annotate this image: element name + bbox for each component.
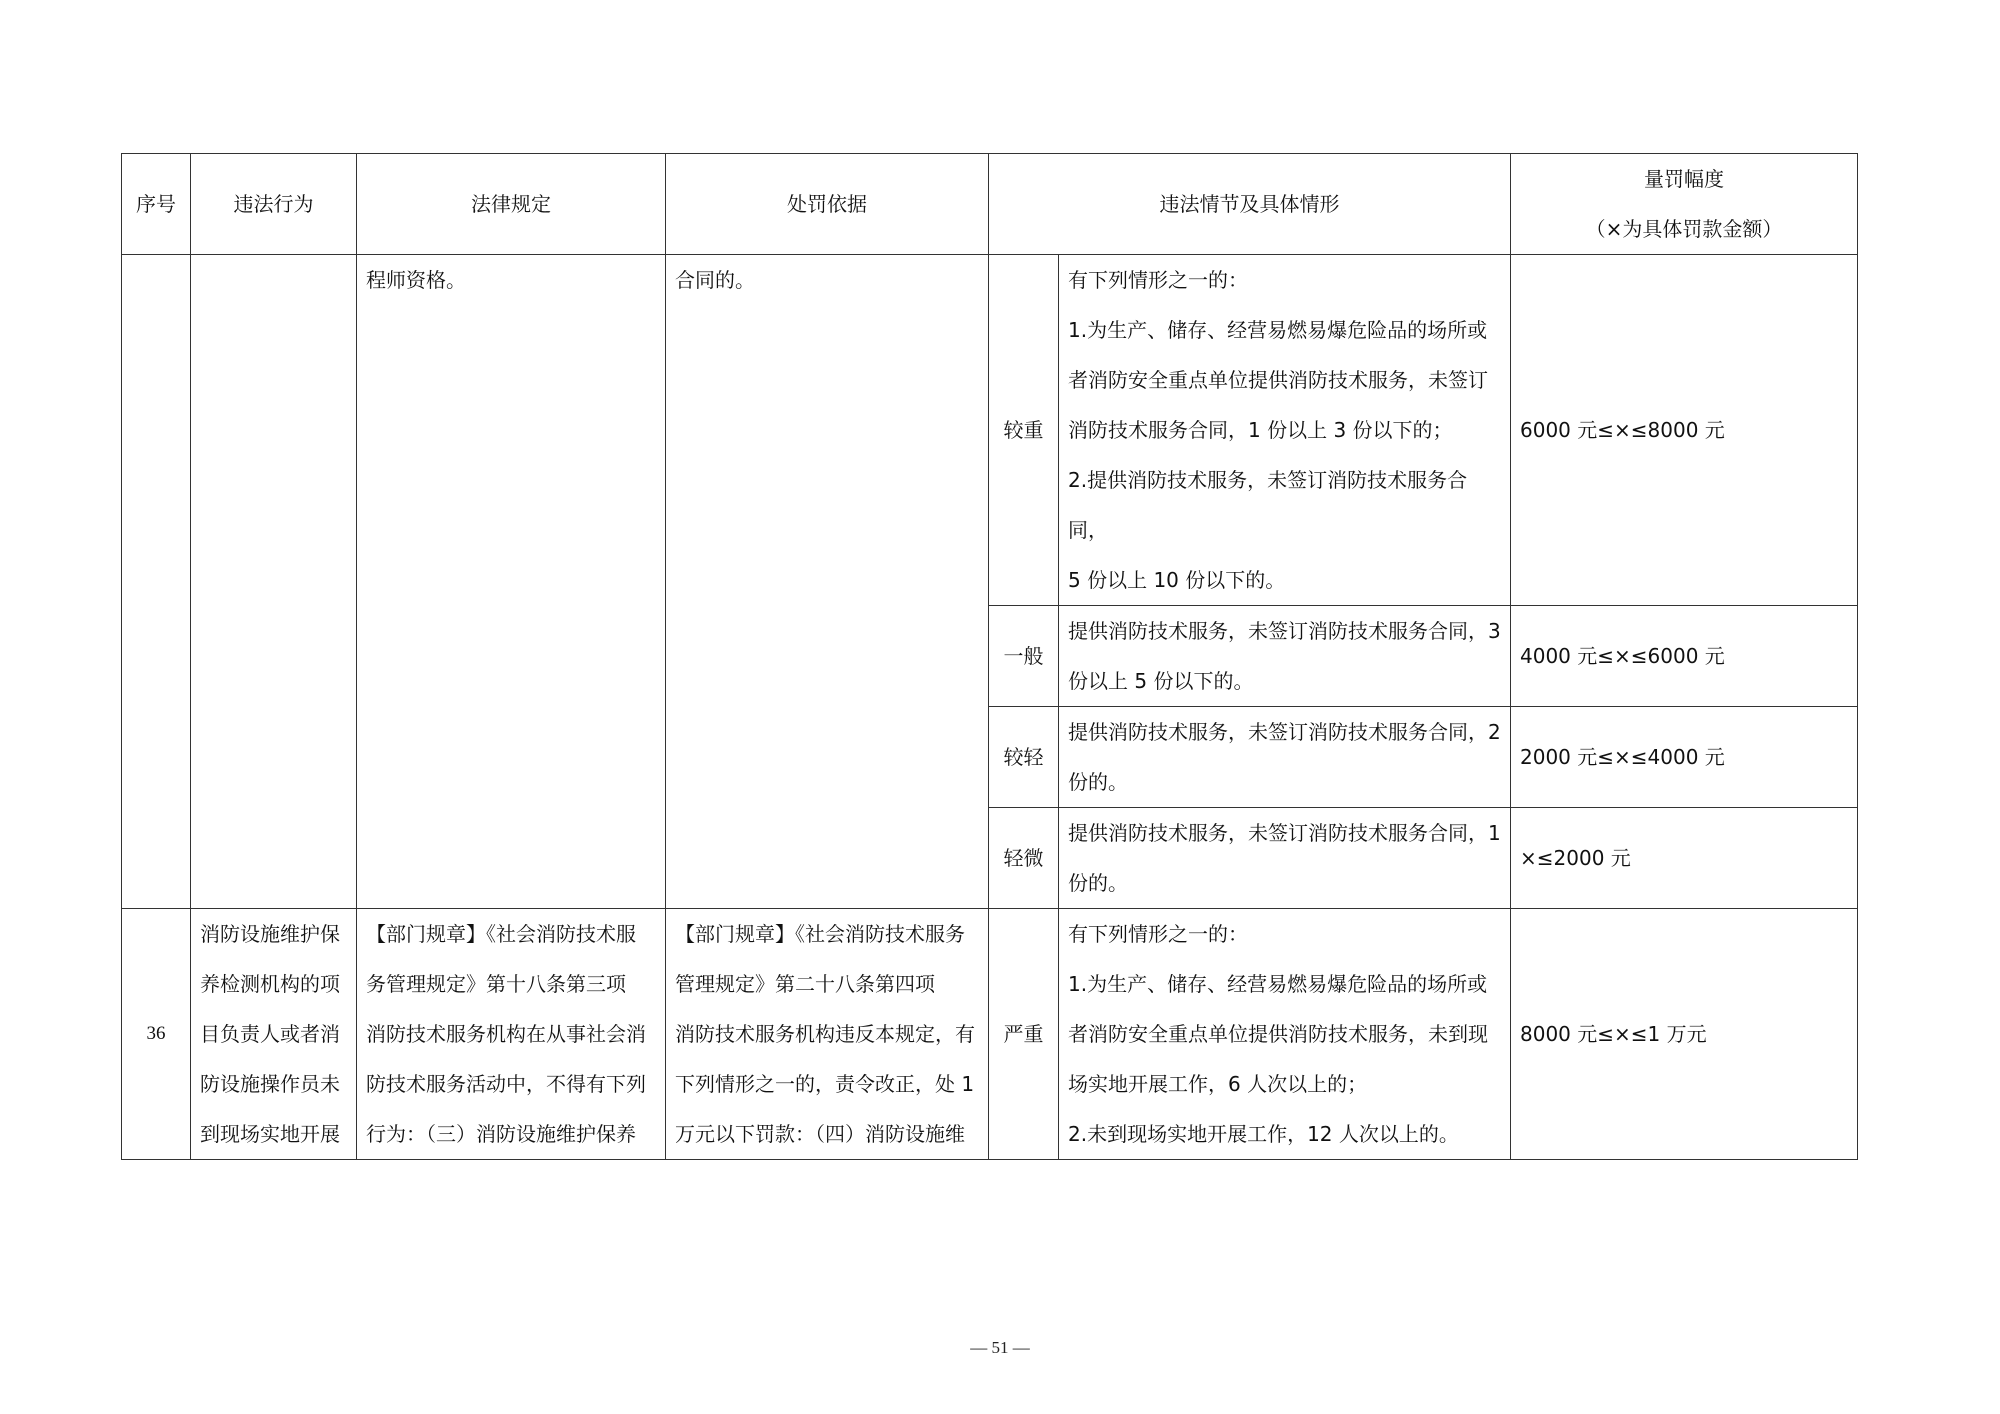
level-cell: 较重 bbox=[989, 255, 1059, 606]
header-basis: 处罚依据 bbox=[666, 154, 989, 255]
detail-line: 者消防安全重点单位提供消防技术服务，未签订 bbox=[1068, 368, 1488, 392]
behavior-line: 到现场实地开展 bbox=[200, 1122, 340, 1146]
range-cell: 2000 元≤×≤4000 元 bbox=[1511, 707, 1858, 808]
cont-behavior-cell bbox=[191, 255, 357, 909]
header-row bbox=[122, 154, 1858, 255]
header-circumstance: 违法情节及具体情形 bbox=[989, 154, 1511, 255]
detail-line: 份以上 5 份以下的。 bbox=[1068, 669, 1254, 693]
behavior-cell bbox=[191, 909, 357, 1160]
cont-legal-cell: 程师资格。 bbox=[357, 255, 666, 909]
detail-line: 场实地开展工作，6 人次以上的； bbox=[1068, 1072, 1368, 1096]
basis-line: 消防技术服务机构违反本规定，有 bbox=[675, 1022, 975, 1046]
level-cell: 严重 bbox=[989, 909, 1059, 1160]
header-legal: 法律规定 bbox=[357, 154, 666, 255]
legal-cell bbox=[357, 909, 666, 1160]
range-cell: 6000 元≤×≤8000 元 bbox=[1511, 255, 1858, 606]
detail-cell bbox=[1059, 808, 1511, 909]
legal-line: 【部门规章】《社会消防技术服 bbox=[366, 922, 636, 946]
detail-line: 2.未到现场实地开展工作，12 人次以上的。 bbox=[1068, 1122, 1459, 1146]
detail-cell bbox=[1059, 255, 1511, 606]
legal-line: 消防技术服务机构在从事社会消 bbox=[366, 1022, 646, 1046]
header-range bbox=[1511, 154, 1858, 255]
header-range-line2: （×为具体罚款金额） bbox=[1585, 217, 1783, 241]
legal-line: 务管理规定》第十八条第三项 bbox=[366, 972, 626, 996]
detail-cell bbox=[1059, 909, 1511, 1160]
detail-line: 提供消防技术服务，未签订消防技术服务合同，1 bbox=[1068, 821, 1501, 845]
detail-cell bbox=[1059, 606, 1511, 707]
behavior-line: 防设施操作员未 bbox=[200, 1072, 340, 1096]
detail-line: 提供消防技术服务，未签订消防技术服务合同，3 bbox=[1068, 619, 1501, 643]
detail-cell bbox=[1059, 707, 1511, 808]
detail-line: 2.提供消防技术服务，未签订消防技术服务合同， bbox=[1068, 468, 1468, 542]
detail-line: 者消防安全重点单位提供消防技术服务，未到现 bbox=[1068, 1022, 1488, 1046]
detail-line: 有下列情形之一的： bbox=[1068, 268, 1248, 292]
table-row bbox=[122, 255, 1858, 606]
legal-line: 行为：（三）消防设施维护保养 bbox=[366, 1122, 636, 1146]
detail-line: 份的。 bbox=[1068, 770, 1128, 794]
basis-line: 下列情形之一的，责令改正，处 1 bbox=[675, 1072, 975, 1096]
basis-line: 万元以下罚款：（四）消防设施维 bbox=[675, 1122, 965, 1146]
detail-line: 份的。 bbox=[1068, 871, 1128, 895]
cont-basis-cell: 合同的。 bbox=[666, 255, 989, 909]
detail-line: 消防技术服务合同，1 份以上 3 份以下的； bbox=[1068, 418, 1453, 442]
level-cell: 一般 bbox=[989, 606, 1059, 707]
detail-line: 1.为生产、储存、经营易燃易爆危险品的场所或 bbox=[1068, 972, 1488, 996]
header-behavior: 违法行为 bbox=[191, 154, 357, 255]
detail-line: 提供消防技术服务，未签订消防技术服务合同，2 bbox=[1068, 720, 1501, 744]
penalty-table bbox=[121, 153, 1858, 1160]
basis-line: 【部门规章】《社会消防技术服务 bbox=[675, 922, 965, 946]
basis-line: 管理规定》第二十八条第四项 bbox=[675, 972, 935, 996]
behavior-line: 养检测机构的项 bbox=[200, 972, 340, 996]
table-row bbox=[122, 909, 1858, 1160]
range-cell: 4000 元≤×≤6000 元 bbox=[1511, 606, 1858, 707]
detail-line: 有下列情形之一的： bbox=[1068, 922, 1248, 946]
detail-line: 5 份以上 10 份以下的。 bbox=[1068, 568, 1286, 592]
behavior-line: 消防设施维护保 bbox=[200, 922, 340, 946]
legal-line: 防技术服务活动中，不得有下列 bbox=[366, 1072, 646, 1096]
range-cell: 8000 元≤×≤1 万元 bbox=[1511, 909, 1858, 1160]
level-cell: 轻微 bbox=[989, 808, 1059, 909]
cont-seq-cell bbox=[122, 255, 191, 909]
behavior-line: 目负责人或者消 bbox=[200, 1022, 340, 1046]
seq-cell: 36 bbox=[122, 909, 191, 1160]
range-cell: ×≤2000 元 bbox=[1511, 808, 1858, 909]
level-cell: 较轻 bbox=[989, 707, 1059, 808]
detail-line: 1.为生产、储存、经营易燃易爆危险品的场所或 bbox=[1068, 318, 1488, 342]
header-range-line1: 量罚幅度 bbox=[1644, 167, 1724, 191]
header-seq: 序号 bbox=[122, 154, 191, 255]
page-number: — 51 — bbox=[970, 1338, 1030, 1357]
basis-cell bbox=[666, 909, 989, 1160]
